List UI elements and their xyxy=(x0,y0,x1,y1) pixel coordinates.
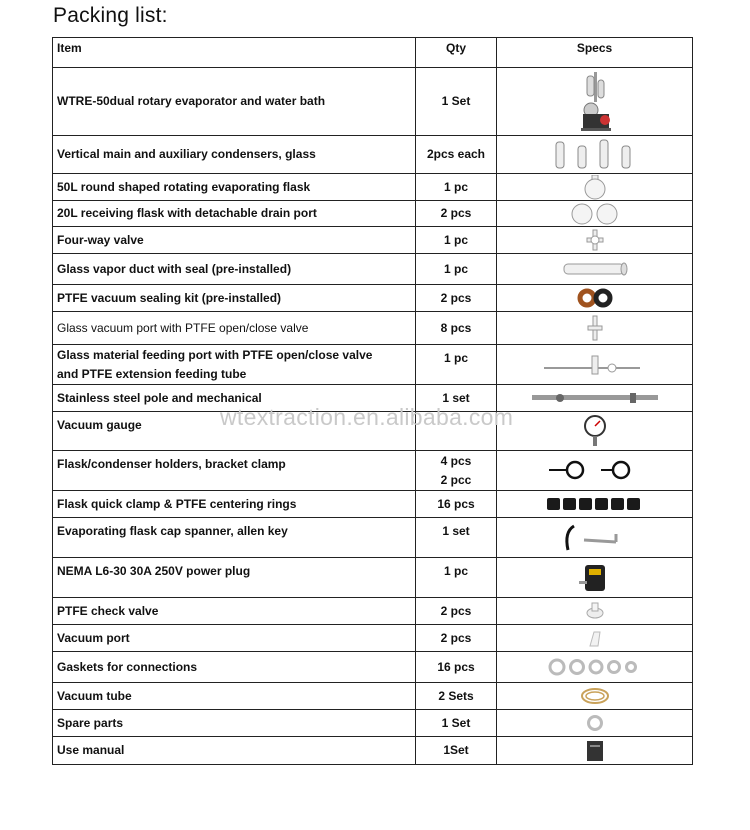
item-spec xyxy=(497,174,693,201)
item-spec xyxy=(497,710,693,737)
item-qty: 1 pc xyxy=(416,174,497,201)
item-qty: 16 pcs xyxy=(416,491,497,518)
item-qty: 2 pcs xyxy=(416,625,497,652)
item-spec xyxy=(497,312,693,345)
item-name: Vacuum tube xyxy=(53,683,416,710)
table-row xyxy=(53,683,693,710)
condensers-icon xyxy=(550,138,640,172)
table-row xyxy=(53,68,693,136)
item-name: Four-way valve xyxy=(53,227,416,254)
table-row xyxy=(53,345,693,385)
spare-parts-icon xyxy=(585,713,605,733)
item-qty: 1 Set xyxy=(416,68,497,136)
item-name-line2: and PTFE extension feeding tube xyxy=(57,366,247,381)
vacuum-tube-icon xyxy=(578,686,612,706)
table-header-row xyxy=(53,38,693,68)
receiving-flask-icon xyxy=(569,202,621,226)
item-qty: 16 pcs xyxy=(416,652,497,683)
item-qty: 1 pc xyxy=(416,227,497,254)
header-item: Item xyxy=(53,38,416,68)
item-spec xyxy=(497,285,693,312)
item-name: Vertical main and auxiliary condensers, glass xyxy=(53,136,416,174)
item-spec xyxy=(497,385,693,412)
item-qty: 1 set xyxy=(416,518,497,558)
four-way-valve-icon xyxy=(583,228,607,252)
item-spec xyxy=(497,254,693,285)
item-spec xyxy=(497,491,693,518)
item-spec xyxy=(497,598,693,625)
header-specs: Specs xyxy=(497,38,693,68)
manual-icon xyxy=(585,739,605,763)
item-qty: 2 pcs xyxy=(416,285,497,312)
table-row xyxy=(53,710,693,737)
item-qty-line1: 4 pcs xyxy=(440,453,472,468)
table-row xyxy=(53,451,693,491)
item-qty: 2 pcs xyxy=(416,201,497,227)
item-name: Stainless steel pole and mechanical xyxy=(53,385,416,412)
item-qty: 1 pc xyxy=(416,254,497,285)
table-row xyxy=(53,312,693,345)
item-qty: 1 pc xyxy=(416,558,497,598)
holders-icon xyxy=(545,458,645,484)
table-row xyxy=(53,518,693,558)
item-name: 20L receiving flask with detachable drain port xyxy=(53,201,416,227)
table-row xyxy=(53,652,693,683)
table-row xyxy=(53,285,693,312)
item-name: Evaporating flask cap spanner, allen key xyxy=(53,518,416,558)
item-name: Gaskets for connections xyxy=(53,652,416,683)
sealing-kit-icon xyxy=(575,288,615,308)
item-name: PTFE vacuum sealing kit (pre-installed) xyxy=(53,285,416,312)
item-spec xyxy=(497,68,693,136)
item-qty: 1 pc xyxy=(416,345,497,385)
table-row xyxy=(53,136,693,174)
item-name: NEMA L6-30 30A 250V power plug xyxy=(53,558,416,598)
vapor-duct-icon xyxy=(560,260,630,278)
item-name xyxy=(53,345,416,385)
item-spec xyxy=(497,451,693,491)
page-title: Packing list: xyxy=(53,4,168,27)
item-name: Use manual xyxy=(53,737,416,765)
table-row xyxy=(53,227,693,254)
check-valve-icon xyxy=(584,601,606,621)
item-spec xyxy=(497,412,693,451)
item-spec xyxy=(497,652,693,683)
table-row xyxy=(53,174,693,201)
item-name: Vacuum port xyxy=(53,625,416,652)
item-spec xyxy=(497,201,693,227)
item-qty: 2pcs each xyxy=(416,136,497,174)
packing-list-table xyxy=(52,37,693,765)
item-qty: 8 pcs xyxy=(416,312,497,345)
item-spec xyxy=(497,558,693,598)
vacuum-gauge-icon xyxy=(583,414,607,448)
item-spec xyxy=(497,136,693,174)
item-spec xyxy=(497,227,693,254)
table-row xyxy=(53,385,693,412)
item-name: 50L round shaped rotating evaporating flask xyxy=(53,174,416,201)
table-row xyxy=(53,625,693,652)
item-name: Spare parts xyxy=(53,710,416,737)
item-name: Vacuum gauge xyxy=(53,412,416,451)
item-spec xyxy=(497,683,693,710)
item-spec xyxy=(497,625,693,652)
item-qty-line2: 2 pcc xyxy=(440,472,472,487)
table-row xyxy=(53,254,693,285)
quick-clamp-icon xyxy=(545,494,645,514)
item-qty xyxy=(416,412,497,451)
power-plug-icon xyxy=(575,561,615,595)
item-name: Flask quick clamp & PTFE centering rings xyxy=(53,491,416,518)
steel-pole-icon xyxy=(530,391,660,405)
header-qty: Qty xyxy=(416,38,497,68)
item-qty: 2 pcs xyxy=(416,598,497,625)
item-name: Glass vapor duct with seal (pre-installed) xyxy=(53,254,416,285)
item-qty: 1 Set xyxy=(416,710,497,737)
item-spec xyxy=(497,345,693,385)
item-qty: 2 Sets xyxy=(416,683,497,710)
feeding-port-icon xyxy=(540,352,650,378)
item-name: WTRE-50dual rotary evaporator and water bath xyxy=(53,68,416,136)
table-row xyxy=(53,491,693,518)
item-name: Glass vacuum port with PTFE open/close valve xyxy=(53,312,416,345)
item-spec xyxy=(497,737,693,765)
watermark: wtextraction.en.alibaba.com xyxy=(220,404,514,430)
item-name: Flask/condenser holders, bracket clamp xyxy=(53,451,416,491)
spanner-icon xyxy=(560,522,630,554)
table-row xyxy=(53,558,693,598)
vacuum-port-icon xyxy=(584,628,606,648)
table-row xyxy=(53,412,693,451)
table-row xyxy=(53,737,693,765)
table-row xyxy=(53,598,693,625)
item-spec xyxy=(497,518,693,558)
item-qty: 1Set xyxy=(416,737,497,765)
vacuum-port-valve-icon xyxy=(585,314,605,342)
item-name-line1: Glass material feeding port with PTFE open/close valve xyxy=(57,347,373,362)
item-qty: 1 set xyxy=(416,385,497,412)
table-row xyxy=(53,201,693,227)
item-qty xyxy=(416,451,497,491)
rotary-evaporator-icon xyxy=(575,70,615,134)
gaskets-icon xyxy=(547,656,643,678)
item-name: PTFE check valve xyxy=(53,598,416,625)
round-flask-icon xyxy=(580,175,610,200)
